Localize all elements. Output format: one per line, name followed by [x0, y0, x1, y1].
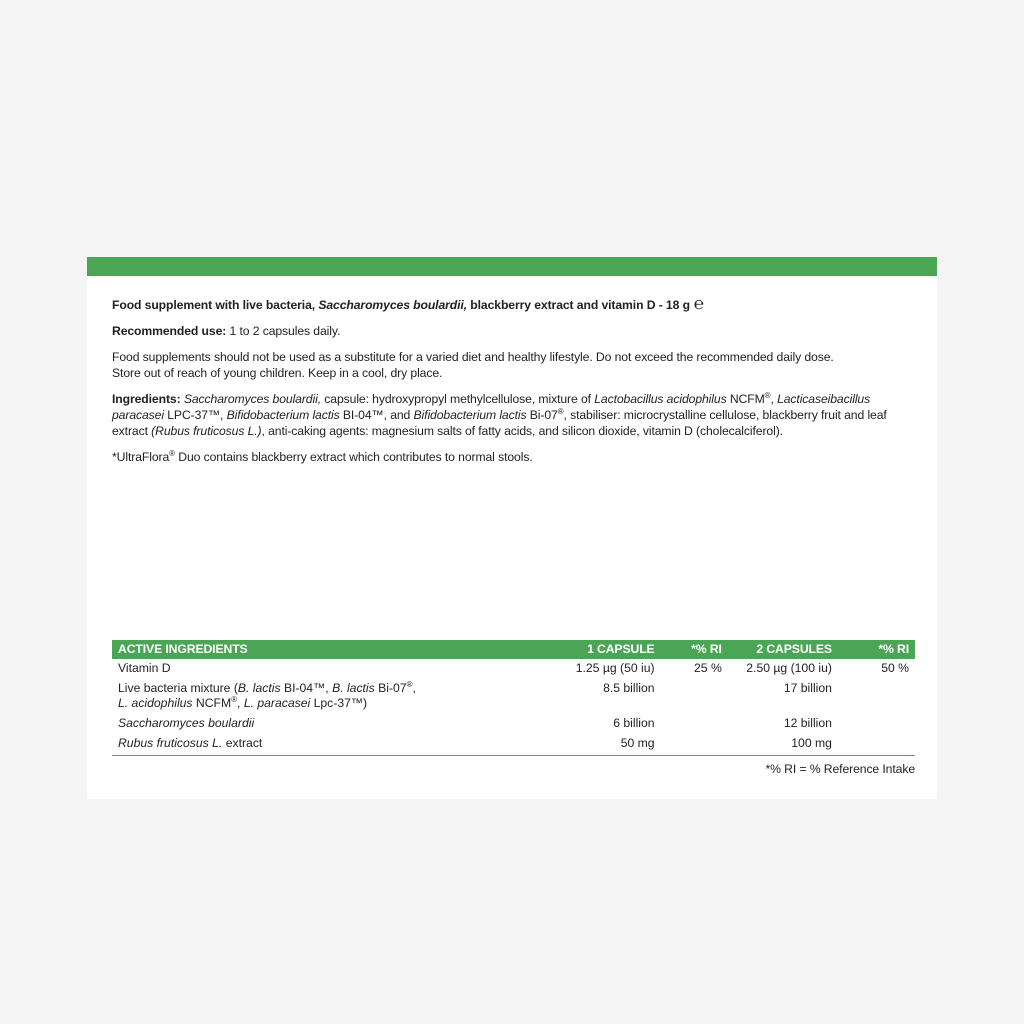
- one-capsule-value: 1.25 µg (50 iu): [575, 661, 655, 675]
- table-row: [112, 659, 915, 679]
- two-capsules-value: 100 mg: [728, 734, 838, 756]
- header-active-ingredients: ACTIVE INGREDIENTS: [118, 642, 248, 656]
- header-ri-one: *% RI: [691, 642, 722, 656]
- header-two-capsules: 2 CAPSULES: [756, 642, 832, 656]
- ri-two-value: [838, 734, 915, 756]
- green-header-bar: [87, 257, 937, 276]
- ri-two-value: 50 %: [881, 661, 909, 675]
- ri-one-value: 25 %: [694, 661, 722, 675]
- one-capsule-value: 50 mg: [517, 734, 660, 756]
- recommended-use: Recommended use: 1 to 2 capsules daily.: [112, 324, 341, 338]
- two-capsules-value: 17 billion: [783, 681, 832, 695]
- claim-note: *UltraFlora® Duo contains blackberry extract which contributes to normal stools.: [112, 449, 533, 464]
- ri-one-value: [661, 679, 728, 714]
- active-ingredients-table-wrap: [112, 640, 915, 776]
- table-row: [112, 734, 915, 756]
- two-capsules-value: 2.50 µg (100 iu): [746, 661, 832, 675]
- ingredient-name: Live bacteria mixture (B. lactis BI-04™, B. lactis Bi-07®, L. acidophilus NCFM®, L. paracasei Lpc-37™): [118, 680, 416, 710]
- one-capsule-value: 6 billion: [613, 716, 655, 730]
- table-row: [112, 679, 915, 714]
- reference-intake-footnote: *% RI = % Reference Intake: [765, 762, 915, 776]
- table-row: [112, 714, 915, 734]
- ri-one-value: [661, 734, 728, 756]
- ri-one-value: [661, 714, 728, 734]
- ingredient-name: Vitamin D: [118, 661, 171, 675]
- active-ingredients-table: [112, 640, 915, 756]
- ingredient-name: Saccharomyces boulardii: [118, 716, 255, 730]
- one-capsule-value: 8.5 billion: [603, 681, 655, 695]
- ingredients: Ingredients: Saccharomyces boulardii, capsule: hydroxypropyl methylcellulose, mixture of Lactobacillus acidophilus NCFM®, Lacticaseibacillus paracasei LPC-37™, Bifidobacterium lactis BI-04™, and Bifidobacterium lactis Bi-07®, stabiliser: microcrystalline cellulose, blackberry fruit and leaf extract (Rubus fruticosus L.), anti-caking agents: magnesium salts of fatty acids, and silicon dioxide, vitamin D (cholecalciferol).: [112, 391, 887, 438]
- header-ri-two: *% RI: [878, 642, 909, 656]
- ri-two-value: [838, 714, 915, 734]
- header-one-capsule: 1 CAPSULE: [587, 642, 655, 656]
- product-description: Food supplement with live bacteria, Saccharomyces boulardii, blackberry extract and vitamin D - 18 g ℮: [112, 294, 705, 314]
- two-capsules-value: 12 billion: [783, 716, 832, 730]
- table-header-row: [112, 640, 915, 659]
- warnings: Food supplements should not be used as a substitute for a varied diet and healthy lifestyle. Do not exceed the recommended daily dose. Store out of reach of young children. Keep in a cool, dry place.: [112, 350, 834, 380]
- label-panel: [87, 257, 937, 799]
- label-text: [112, 294, 916, 475]
- ingredient-name: Rubus fruticosus L. extract: [112, 734, 517, 756]
- estimated-sign-icon: ℮: [693, 294, 705, 314]
- ri-two-value: [838, 679, 915, 714]
